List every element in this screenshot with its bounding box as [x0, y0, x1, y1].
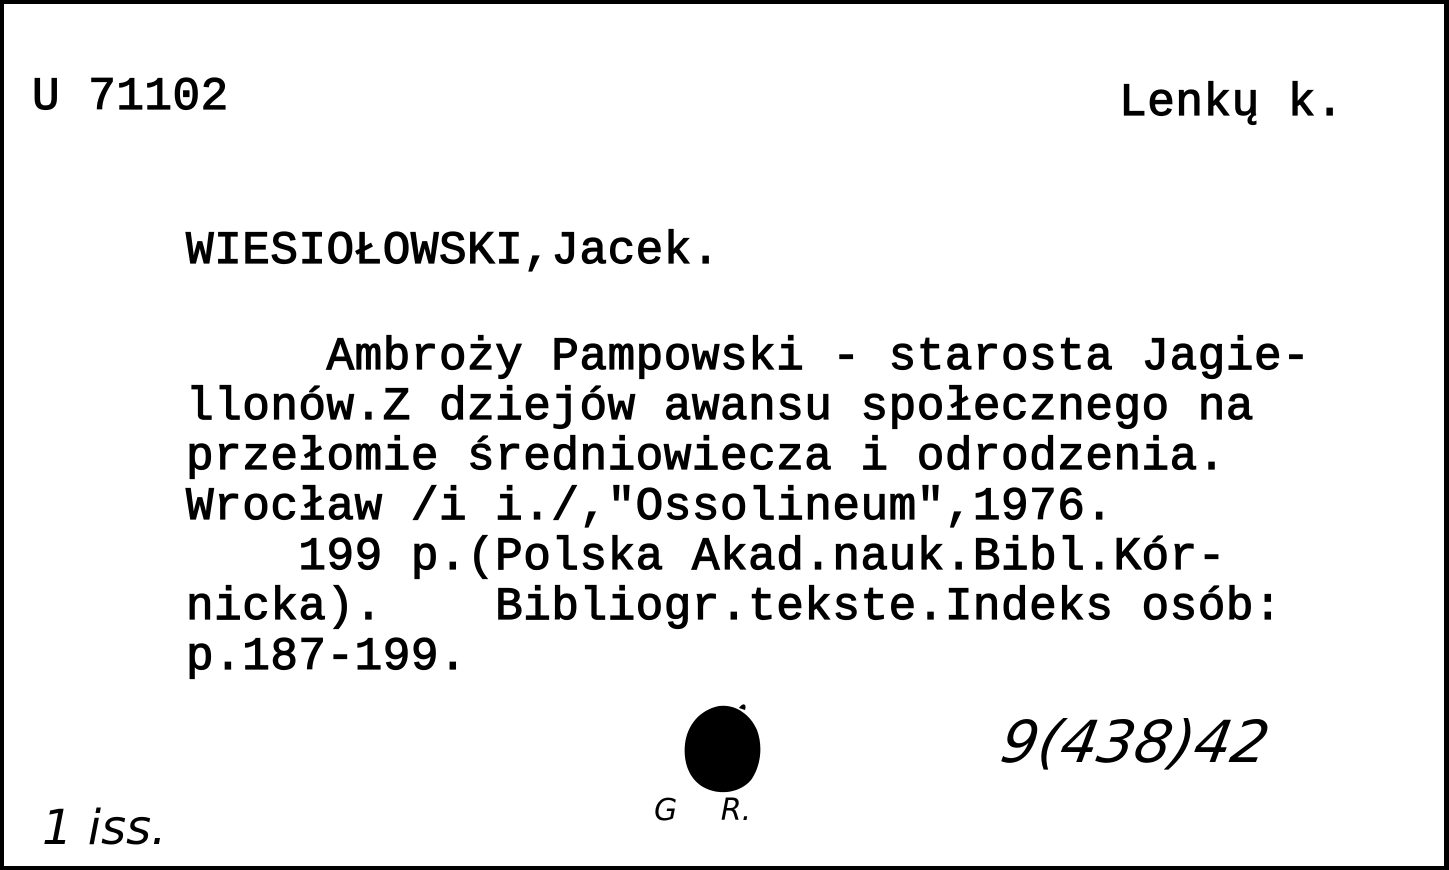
classification-number: 9(438)42 — [996, 708, 1275, 776]
description-line: 199 p.(Polska Akad.nauk.Bibl.Kór- — [186, 531, 1226, 583]
description-line: Wrocław /i i./,"Ossolineum",1976. — [186, 481, 1114, 533]
ink-blot-mark — [681, 702, 763, 796]
call-number: U 71102 — [32, 71, 229, 123]
author-heading: WIESIOŁOWSKI,Jacek. — [186, 225, 720, 277]
copy-note: 1 iss. — [42, 800, 167, 856]
location-note: Lenkų k. — [1119, 77, 1344, 129]
cataloger-initials: G R. — [654, 793, 752, 828]
description-line: przełomie średniowiecza i odrodzenia. — [186, 431, 1226, 483]
description-line: Ambroży Pampowski - starosta Jagie- — [186, 331, 1311, 383]
description-line: llonów.Z dziejów awansu społecznego na — [186, 381, 1254, 433]
bibliographic-description — [186, 332, 1416, 682]
description-line: nicka). Bibliogr.tekste.Indeks osób: — [186, 581, 1283, 633]
description-line: p.187-199. — [186, 631, 468, 683]
